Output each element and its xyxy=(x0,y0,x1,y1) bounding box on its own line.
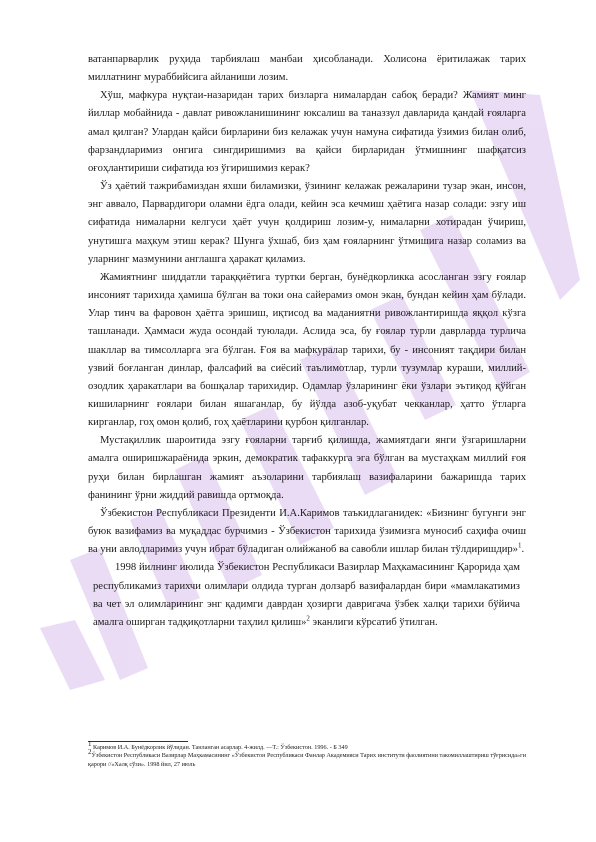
footnote-divider xyxy=(88,741,188,742)
footnote-text: Каримов И.А. Бунёдкорлик йўлидан. Танланган асарлар. 4-жилд. —Т.: Ўзбекистон. 1996. - Б 349 xyxy=(93,744,348,752)
paragraph-text: ватанпарварлик руҳида тарбиялаш манбаи ҳисобланади. Холисона ёритилажак тарих миллатнинг мураббийсига айланиши лозим. xyxy=(88,54,526,84)
paragraph-text: Жамиятнинг шиддатли тараққиётига туртки берган, бунёдкорликка асосланган эзгу ғоялар инсоният тарихида ҳамиша бўлган ва токи она сайерамиз омон экан, бундан кейин ҳам бўлади. Улар тинч ва фаровон ҳаётга эришиш, иқтисод ва маданиятни ривожлантиришда яққол кўзга ташланади. Ҳаммаси жуда осондай туюлади. Аслида эса, бу ғоялар турли даврларда турлича шакллар ва тимсолларга эга бўлган. Ғоя ва мафкуралар тарихи, бу - инсоният тақдири билан узвий боғланган динлар, фалсафий ва сиёсий таълимотлар, турли тузумлар кураши, миллий-озодлик ҳаракатлари ва бошқалар тарихидир. Одамлар ўзларининг ёки ўзлари эътиқод қўйган кишиларнинг ғоялари билан яшаганлар, бу йўлда азоб-уқубат чекканлар, ҳатто ўтларга кирганлар, гоҳ омон қолиб, гоҳ ҳаётларини қурбон қилганлар. xyxy=(88,271,526,429)
paragraph xyxy=(88,269,526,432)
paragraph xyxy=(88,178,526,269)
footnotes xyxy=(88,740,526,769)
footnote-number: 2 xyxy=(88,748,92,757)
paragraph-text: Хўш, мафкура нуқтаи-назаридан тарих бизларга нималардан сабоқ беради? Жамият минг йиллар мобайнида - давлат ривожланишининг юксалиш ва таназзул давларида қандай ғояларга амал қилган? Улардан қайси бирларини биз келажак учун намуна сифатида ўзимиз билан олиб, фарзандларимиз онгига сингдиришимиз ва қайси бирларидан ўтмишнинг шафқатсиз оғоҳлантириши сифатида юз ўгиришимиз керак? xyxy=(88,90,526,174)
main-text xyxy=(88,51,526,632)
paragraph: Ўзбекистон Республикаси Президенти И.А.Каримов таъкидлаганидек: «Бизнинг бугунги энг буюк вазифамиз ва муқаддас бурчимиз - Ўзбекистон тарихида ўзимизга муносиб саҳифа очиш ва уни авлодларимиз учун ибрат бўладиган олийжаноб ва савобли ишлар билан тўлдиришдир»$^1$. xyxy=(88,507,526,556)
paragraph xyxy=(93,559,520,632)
paragraph-text: Ўз ҳаётий тажрибамиздан яхши биламизки, ўзининг келажак режаларини тузар экан, инсон, энг аввало, Парвардигори оламни ёдга олади, кейин эса кечмиш ҳаётига назар солади: эзгу иш сифатида нималарни келгуси ҳаёт учун қолдириш лозим-у, нималарни хотирадан ўчириш, унутишга маҳкум этиш керак? Шунга ўхшаб, биз ҳам ғояларнинг ўтмишига назар соламиз ва уларнинг мазмунини англашга ҳаракат қиламиз. xyxy=(88,181,526,265)
footnote-number: 1 xyxy=(88,740,92,748)
footnote-ref[interactable]: 2 xyxy=(306,614,310,623)
paragraph-text: Мустақиллик шароитида эзгу ғояларни тарғиб қилишда, жамиятдаги янги ўзгаришларни амалга оширишжараёнида эркин, демократик тафаккурга эга бўлган ва мустаҳкам миллий ғоя руҳи билан бирлашган жамият аъзоларини тарбиялаш вазифаларини бажаришда тарих фанининг ўрни жиддий равишда ортмоқда. xyxy=(88,435,526,501)
footnote-ref[interactable]: 1 xyxy=(517,541,522,550)
footnote-text: Ўзбекистон Республикаси Вазирлар Маҳкамасининг «Ўзбекистон Республикаси Фанлар Академияси Тарих институти фаолиятини такомиллаштириш тўғрисида»ги қарори //«Халқ сўзи». 1998 йил, 27 июль xyxy=(88,752,526,768)
paragraph xyxy=(88,432,526,505)
paragraph-text: 1998 йилнинг июлида Ўзбекистон Республикаси Вазирлар Маҳкамасининг Қарорида ҳам республикамиз тарихчи олимлари олдида турган долзарб вазифалардан бири «мамлакатимиз ва чет эл олимларининг энг қадимги даврдан ҳозирги давригача ўзбек халқи тарихи бўйича амалга оширган тадқиқотларни таҳлил қилиш» xyxy=(93,562,520,628)
paragraph xyxy=(88,51,526,87)
paragraph-text: Ўзбекистон Республикаси Президенти И.А.Каримов таъкидлаганидек: «Бизнинг бугунги энг буюк вазифамиз ва муқаддас бурчимиз - Ўзбекистон тарихида ўзимизга муносиб саҳифа очиш ва уни авлодларимиз учун ибрат бўладиган олийжаноб ва савобли ишлар билан тўлдиришдир» xyxy=(88,507,526,556)
paragraph-text: эканлиги кўрсатиб ўтилган. xyxy=(312,616,438,628)
paragraph xyxy=(88,87,526,178)
